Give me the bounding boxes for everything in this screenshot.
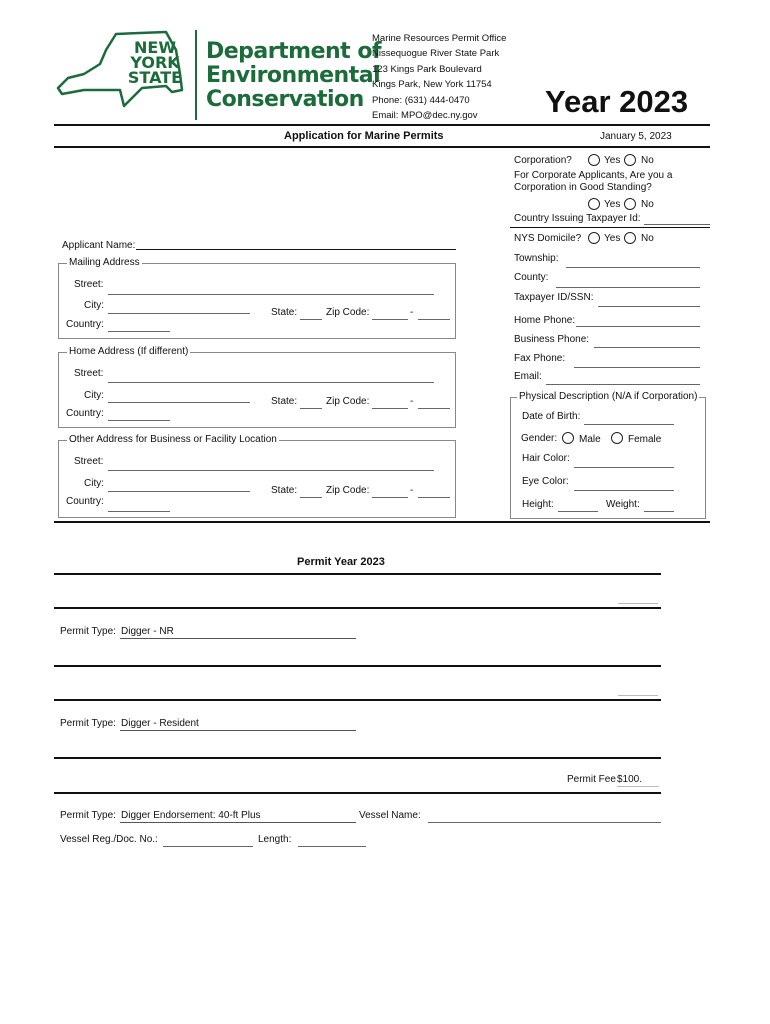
permit-2-type-value: Digger - Resident [121, 718, 199, 729]
good-standing-no-label: No [641, 199, 654, 210]
township-label: Township: [514, 253, 559, 264]
permit-2-fee-field[interactable] [618, 682, 658, 696]
vessel-reg-field[interactable] [163, 833, 253, 847]
weight-label: Weight: [606, 499, 640, 510]
other-street-field[interactable] [108, 457, 434, 471]
other-country-label: Country: [66, 496, 104, 507]
email-label: Email: [514, 371, 542, 382]
good-standing-yes-radio[interactable] [588, 198, 600, 210]
gender-label: Gender: [521, 433, 558, 444]
office-city: Kings Park, New York 11754 [372, 79, 492, 90]
vessel-name-label: Vessel Name: [359, 810, 421, 821]
home-zip-label: Zip Code: [326, 396, 370, 407]
home-city-label: City: [84, 390, 104, 401]
fax-phone-label: Fax Phone: [514, 353, 566, 364]
hair-color-field[interactable] [574, 454, 674, 468]
permit-3-type-underline [120, 822, 356, 823]
mailing-zip-field[interactable] [372, 306, 408, 320]
good-standing-yes-label: Yes [604, 199, 621, 210]
corporation-yes-radio[interactable] [588, 154, 600, 166]
other-zip-dash: - [410, 485, 414, 496]
township-field[interactable] [566, 254, 700, 268]
permit-rule-1 [54, 573, 661, 575]
other-address-legend: Other Address for Business or Facility Location [69, 434, 277, 445]
permit-fee-value[interactable]: $100. [617, 774, 643, 785]
fax-phone-field[interactable] [574, 354, 700, 368]
other-city-label: City: [84, 478, 104, 489]
mailing-zip-ext-field[interactable] [418, 306, 450, 320]
nys-domicile-no-radio[interactable] [624, 232, 636, 244]
home-zip-ext-field[interactable] [418, 395, 450, 409]
gender-male-radio[interactable] [562, 432, 574, 444]
height-field[interactable] [558, 498, 598, 512]
mailing-address-legend: Mailing Address [69, 257, 140, 268]
mailing-zip-label: Zip Code: [326, 307, 370, 318]
home-street-label: Street: [74, 368, 104, 379]
country-taxpayer-label: Country Issuing Taxpayer Id: [514, 213, 641, 224]
home-city-field[interactable] [108, 389, 250, 403]
home-address-legend: Home Address (If different) [69, 346, 189, 357]
other-street-label: Street: [74, 456, 104, 467]
business-phone-field[interactable] [594, 334, 700, 348]
permit-rule-4 [54, 699, 661, 701]
permit-1-type-underline [120, 638, 356, 639]
form-date: January 5, 2023 [600, 131, 672, 142]
office-park: Nissequogue River State Park [372, 48, 500, 59]
permit-fee-underline [617, 786, 659, 787]
dob-label: Date of Birth: [522, 411, 581, 422]
corporation-no-radio[interactable] [624, 154, 636, 166]
corporation-yes-label: Yes [604, 155, 621, 166]
home-state-field[interactable] [300, 395, 322, 409]
gender-male-label: Male [579, 434, 601, 445]
home-street-field[interactable] [108, 369, 434, 383]
mailing-street-label: Street: [74, 279, 104, 290]
length-label: Length: [258, 834, 292, 845]
country-taxpayer-field[interactable] [644, 211, 710, 225]
mailing-state-field[interactable] [300, 306, 322, 320]
dec-title: Department of Environmental Conservation [206, 39, 382, 112]
applicant-name-field[interactable] [136, 236, 456, 250]
home-state-label: State: [271, 396, 298, 407]
gender-female-label: Female [628, 434, 662, 445]
good-standing-no-radio[interactable] [624, 198, 636, 210]
permit-rule-5 [54, 757, 661, 759]
mailing-country-field[interactable] [108, 318, 170, 332]
permit-rule-6 [54, 792, 661, 794]
title-rule [54, 146, 710, 148]
corporation-no-label: No [641, 155, 654, 166]
other-country-field[interactable] [108, 498, 170, 512]
office-email: Email: MPO@dec.ny.gov [372, 110, 478, 121]
vessel-name-field[interactable] [428, 809, 661, 823]
taxpayer-ssn-label: Taxpayer ID/SSN: [514, 292, 594, 303]
gender-female-radio[interactable] [611, 432, 623, 444]
permit-rule-2 [54, 607, 661, 609]
permit-year-heading: Permit Year 2023 [297, 556, 385, 568]
right-section-rule [510, 227, 710, 228]
good-standing-label: For Corporate Applicants, Are you a Corporation in Good Standing? [514, 170, 673, 193]
nys-domicile-no-label: No [641, 233, 654, 244]
other-state-label: State: [271, 485, 298, 496]
permit-1-type-label: Permit Type: [60, 626, 116, 637]
eye-color-label: Eye Color: [522, 476, 569, 487]
applicant-section-rule [54, 521, 710, 523]
mailing-state-label: State: [271, 307, 298, 318]
nys-logo-text: NEW YORK STATE [127, 38, 183, 87]
office-phone: Phone: (631) 444-0470 [372, 95, 470, 106]
mailing-zip-dash: - [410, 307, 414, 318]
weight-field[interactable] [644, 498, 674, 512]
corporation-label: Corporation? [514, 155, 572, 166]
height-label: Height: [522, 499, 554, 510]
other-state-field[interactable] [300, 484, 322, 498]
other-zip-field[interactable] [372, 484, 408, 498]
county-field[interactable] [556, 274, 700, 288]
permit-3-type-label: Permit Type: [60, 810, 116, 821]
logo-divider [195, 30, 197, 120]
office-street: 123 Kings Park Boulevard [372, 64, 482, 75]
home-country-label: Country: [66, 408, 104, 419]
dob-field[interactable] [584, 411, 674, 425]
year-heading: Year 2023 [545, 84, 689, 119]
header-rule [54, 124, 710, 126]
length-field[interactable] [298, 833, 366, 847]
vessel-reg-label: Vessel Reg./Doc. No.: [60, 834, 158, 845]
email-field[interactable] [546, 371, 700, 385]
home-phone-field[interactable] [576, 313, 700, 327]
other-zip-ext-field[interactable] [418, 484, 450, 498]
permit-1-type-value: Digger - NR [121, 626, 174, 637]
applicant-name-label: Applicant Name: [62, 240, 136, 251]
county-label: County: [514, 272, 549, 283]
mailing-city-field[interactable] [108, 300, 250, 314]
taxpayer-ssn-field[interactable] [598, 293, 700, 307]
permit-3-type-value: Digger Endorsement: 40-ft Plus [121, 810, 261, 821]
permit-1-fee-field[interactable] [618, 590, 658, 604]
nys-domicile-yes-label: Yes [604, 233, 621, 244]
home-zip-field[interactable] [372, 395, 408, 409]
nys-domicile-yes-radio[interactable] [588, 232, 600, 244]
home-country-field[interactable] [108, 407, 170, 421]
office-name: Marine Resources Permit Office [372, 33, 507, 44]
business-phone-label: Business Phone: [514, 334, 590, 345]
mailing-city-label: City: [84, 300, 104, 311]
other-zip-label: Zip Code: [326, 485, 370, 496]
permit-rule-3 [54, 665, 661, 667]
form-title: Application for Marine Permits [284, 130, 444, 142]
permit-fee-label: Permit Fee [567, 774, 616, 785]
permit-2-type-label: Permit Type: [60, 718, 116, 729]
permit-2-type-underline [120, 730, 356, 731]
eye-color-field[interactable] [574, 477, 674, 491]
home-zip-dash: - [410, 396, 414, 407]
nys-domicile-label: NYS Domicile? [514, 233, 582, 244]
hair-color-label: Hair Color: [522, 453, 570, 464]
other-city-field[interactable] [108, 478, 250, 492]
physical-description-legend: Physical Description (N/A if Corporation) [519, 391, 698, 402]
mailing-country-label: Country: [66, 319, 104, 330]
mailing-street-field[interactable] [108, 281, 434, 295]
home-phone-label: Home Phone: [514, 315, 576, 326]
